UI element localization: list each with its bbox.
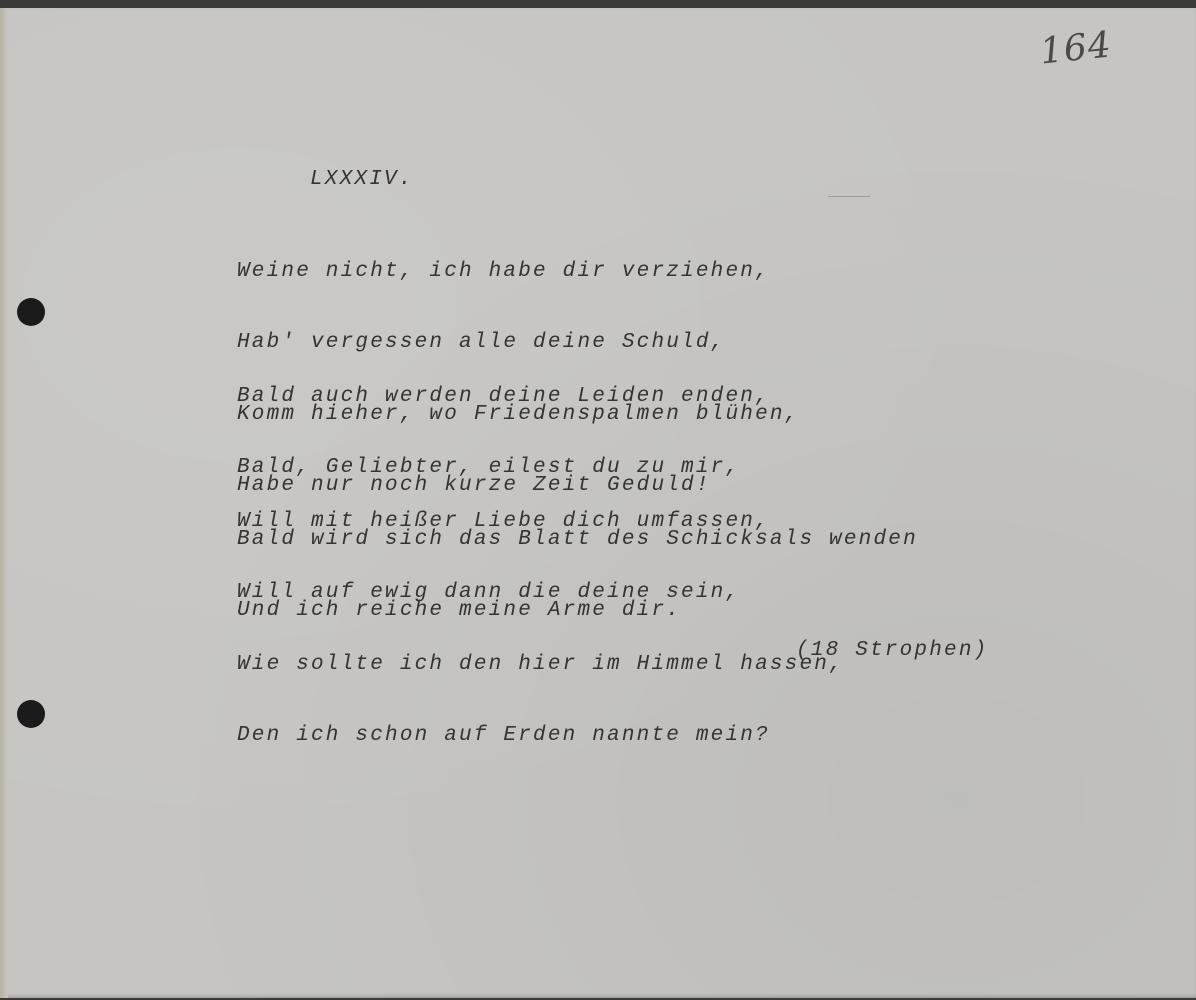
poem-line: Und ich reiche meine Arme dir. [237, 598, 682, 622]
poem-line: Bald, Geliebter, eilest du zu mir, [237, 456, 741, 480]
poem-line: Will auf ewig dann die deine sein, [237, 581, 741, 605]
poem-line: Wie sollte ich den hier im Himmel hassen, [237, 652, 844, 676]
poem-line: Komm hieher, wo Friedenspalmen blühen, [237, 402, 800, 426]
pencil-mark [828, 196, 870, 197]
stanza-3 [237, 463, 844, 794]
page-edge [0, 8, 8, 998]
poem-line: Bald wird sich das Blatt des Schicksals wenden [237, 527, 918, 551]
stanza-count-note: (18 Strophen) [796, 639, 989, 662]
folio-number: 164 [1038, 24, 1114, 73]
poem-line: Will mit heißer Liebe dich umfassen, [237, 510, 770, 533]
poem-line: Weine nicht, ich habe dir verziehen, [237, 260, 770, 283]
poem-line: Bald auch werden deine Leiden enden, [237, 385, 770, 408]
poem-line: Hab' vergessen alle deine Schuld, [237, 331, 726, 355]
poem-heading: LXXXIV. [310, 168, 414, 191]
poem-line: Den ich schon auf Erden nannte mein? [237, 723, 770, 747]
poem-line: Habe nur noch kurze Zeit Geduld! [237, 473, 711, 497]
punch-hole [17, 700, 45, 728]
punch-hole [17, 298, 45, 326]
document-page [0, 8, 1196, 998]
